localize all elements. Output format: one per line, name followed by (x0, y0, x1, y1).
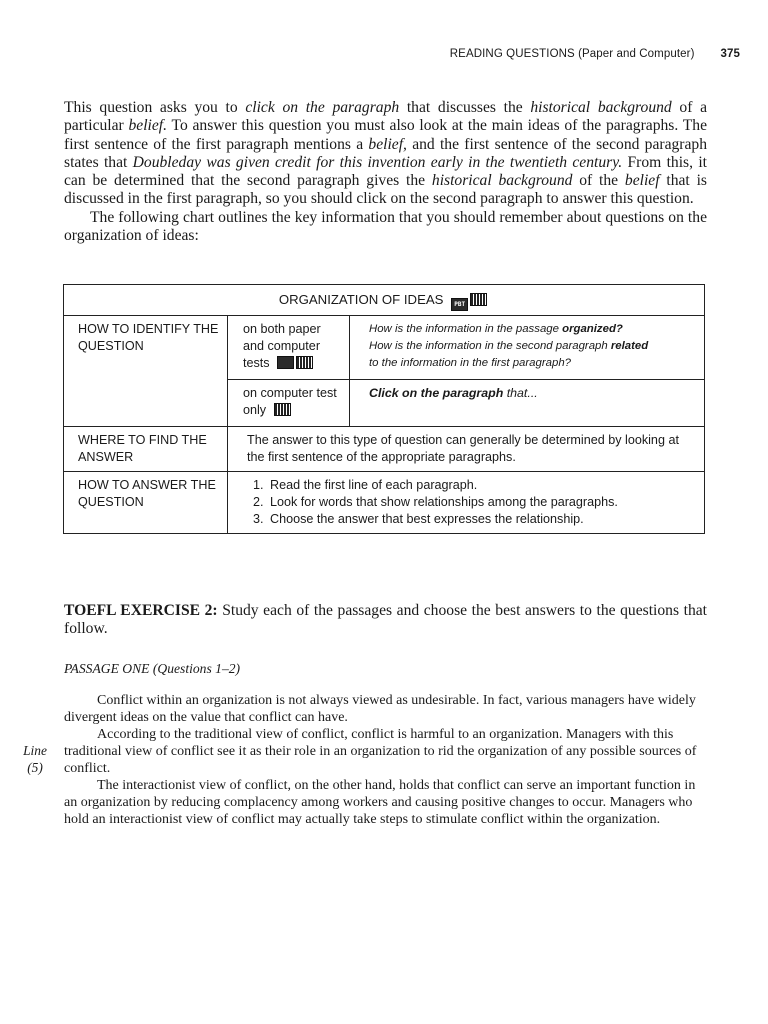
identify-label: HOW TO IDENTIFY THE QUESTION (64, 316, 228, 427)
both-tests-badges (277, 356, 315, 374)
how-step-3: 3. Choose the answer that best expresses the relationship. (267, 511, 696, 528)
how-step-2: 2. Look for words that show relationships among the paragraphs. (267, 494, 696, 511)
organization-of-ideas-chart (63, 284, 705, 534)
both-tests-label: on both paper and computer tests (243, 322, 321, 370)
computer-test-icon (274, 403, 291, 416)
passage-paragraph-3: The interactionist view of conflict, on the other hand, holds that conflict can serve an important function in an organization by reducing complacency among workers and causing positive changes to occur. Managers who hold an interactionist view of conflict may actually take steps to stimulate conflict within the organization. (64, 778, 696, 827)
how-label: HOW TO ANSWER THE QUESTION (64, 472, 228, 534)
intro-paragraph-1: This question asks you to click on the paragraph that discusses the historical background of a particular belief. To answer this question you must also look at the main ideas of the paragraphs. The first sentence of the first paragraph mentions a belief, and the first sentence of the second paragraph states that Doubleday was given credit for this invention early in the twentieth century. From this, it can be determined that the second paragraph gives the historical background of the belief that is discussed in the first paragraph, so you should click on the second paragraph to answer this question. (64, 99, 708, 208)
exercise-label: TOEFL EXERCISE 2: (64, 602, 218, 619)
how-steps (228, 472, 705, 534)
paper-computer-badges (451, 293, 489, 311)
both-tests-questions (350, 316, 705, 380)
page-number: 375 (720, 48, 740, 60)
both-tests-cell (228, 316, 350, 380)
computer-test-question (350, 380, 705, 427)
exercise-text: Study each of the passages and choose the best answers to the questions that follow. (64, 602, 708, 638)
chart-title-cell (64, 285, 705, 316)
chart-title: ORGANIZATION OF IDEAS (278, 292, 444, 307)
computer-test-label: on computer test only (243, 386, 337, 417)
question-form-2: How is the information in the second paragraph related (369, 340, 649, 352)
computer-test-badge (274, 403, 293, 421)
intro-paragraph-2: The following chart outlines the key information that you should remember about questions on the organization of ideas: (64, 208, 707, 245)
line-number: (5) (27, 760, 43, 775)
paper-test-icon (277, 356, 294, 369)
line-label: Line (23, 743, 47, 758)
where-text: The answer to this type of question can generally be determined by looking at the first sentence of the appropriate paragraphs. (228, 427, 705, 472)
where-label: WHERE TO FIND THE ANSWER (64, 427, 228, 472)
how-step-1: 1. Read the first line of each paragraph. (267, 477, 696, 494)
running-header (0, 48, 740, 60)
passage-text (64, 692, 704, 828)
computer-test-icon (296, 356, 313, 369)
computer-test-cell (228, 380, 350, 427)
passage-paragraph-2: According to the traditional view of conflict, conflict is harmful to an organization. Managers with this traditional view of conflict see it as their role in an organization to rid the organization of any possible sources of conflict. (64, 727, 697, 776)
computer-test-icon (470, 293, 487, 306)
running-title: READING QUESTIONS (Paper and Computer) (449, 48, 695, 60)
question-form-1: How is the information in the passage organized? (369, 323, 623, 335)
paper-test-icon: PBT (451, 298, 468, 311)
click-paragraph-form: Click on the paragraph that... (369, 386, 538, 400)
intro-text (64, 99, 707, 245)
exercise-instructions (64, 602, 707, 639)
how-steps-list (247, 477, 696, 528)
passage-title: PASSAGE ONE (Questions 1–2) (64, 661, 241, 676)
passage-paragraph-1: Conflict within an organization is not always viewed as undesirable. In fact, various managers have widely divergent ideas on the value that conflict can have. (64, 693, 696, 725)
question-form-3: to the information in the first paragraph? (369, 357, 571, 369)
